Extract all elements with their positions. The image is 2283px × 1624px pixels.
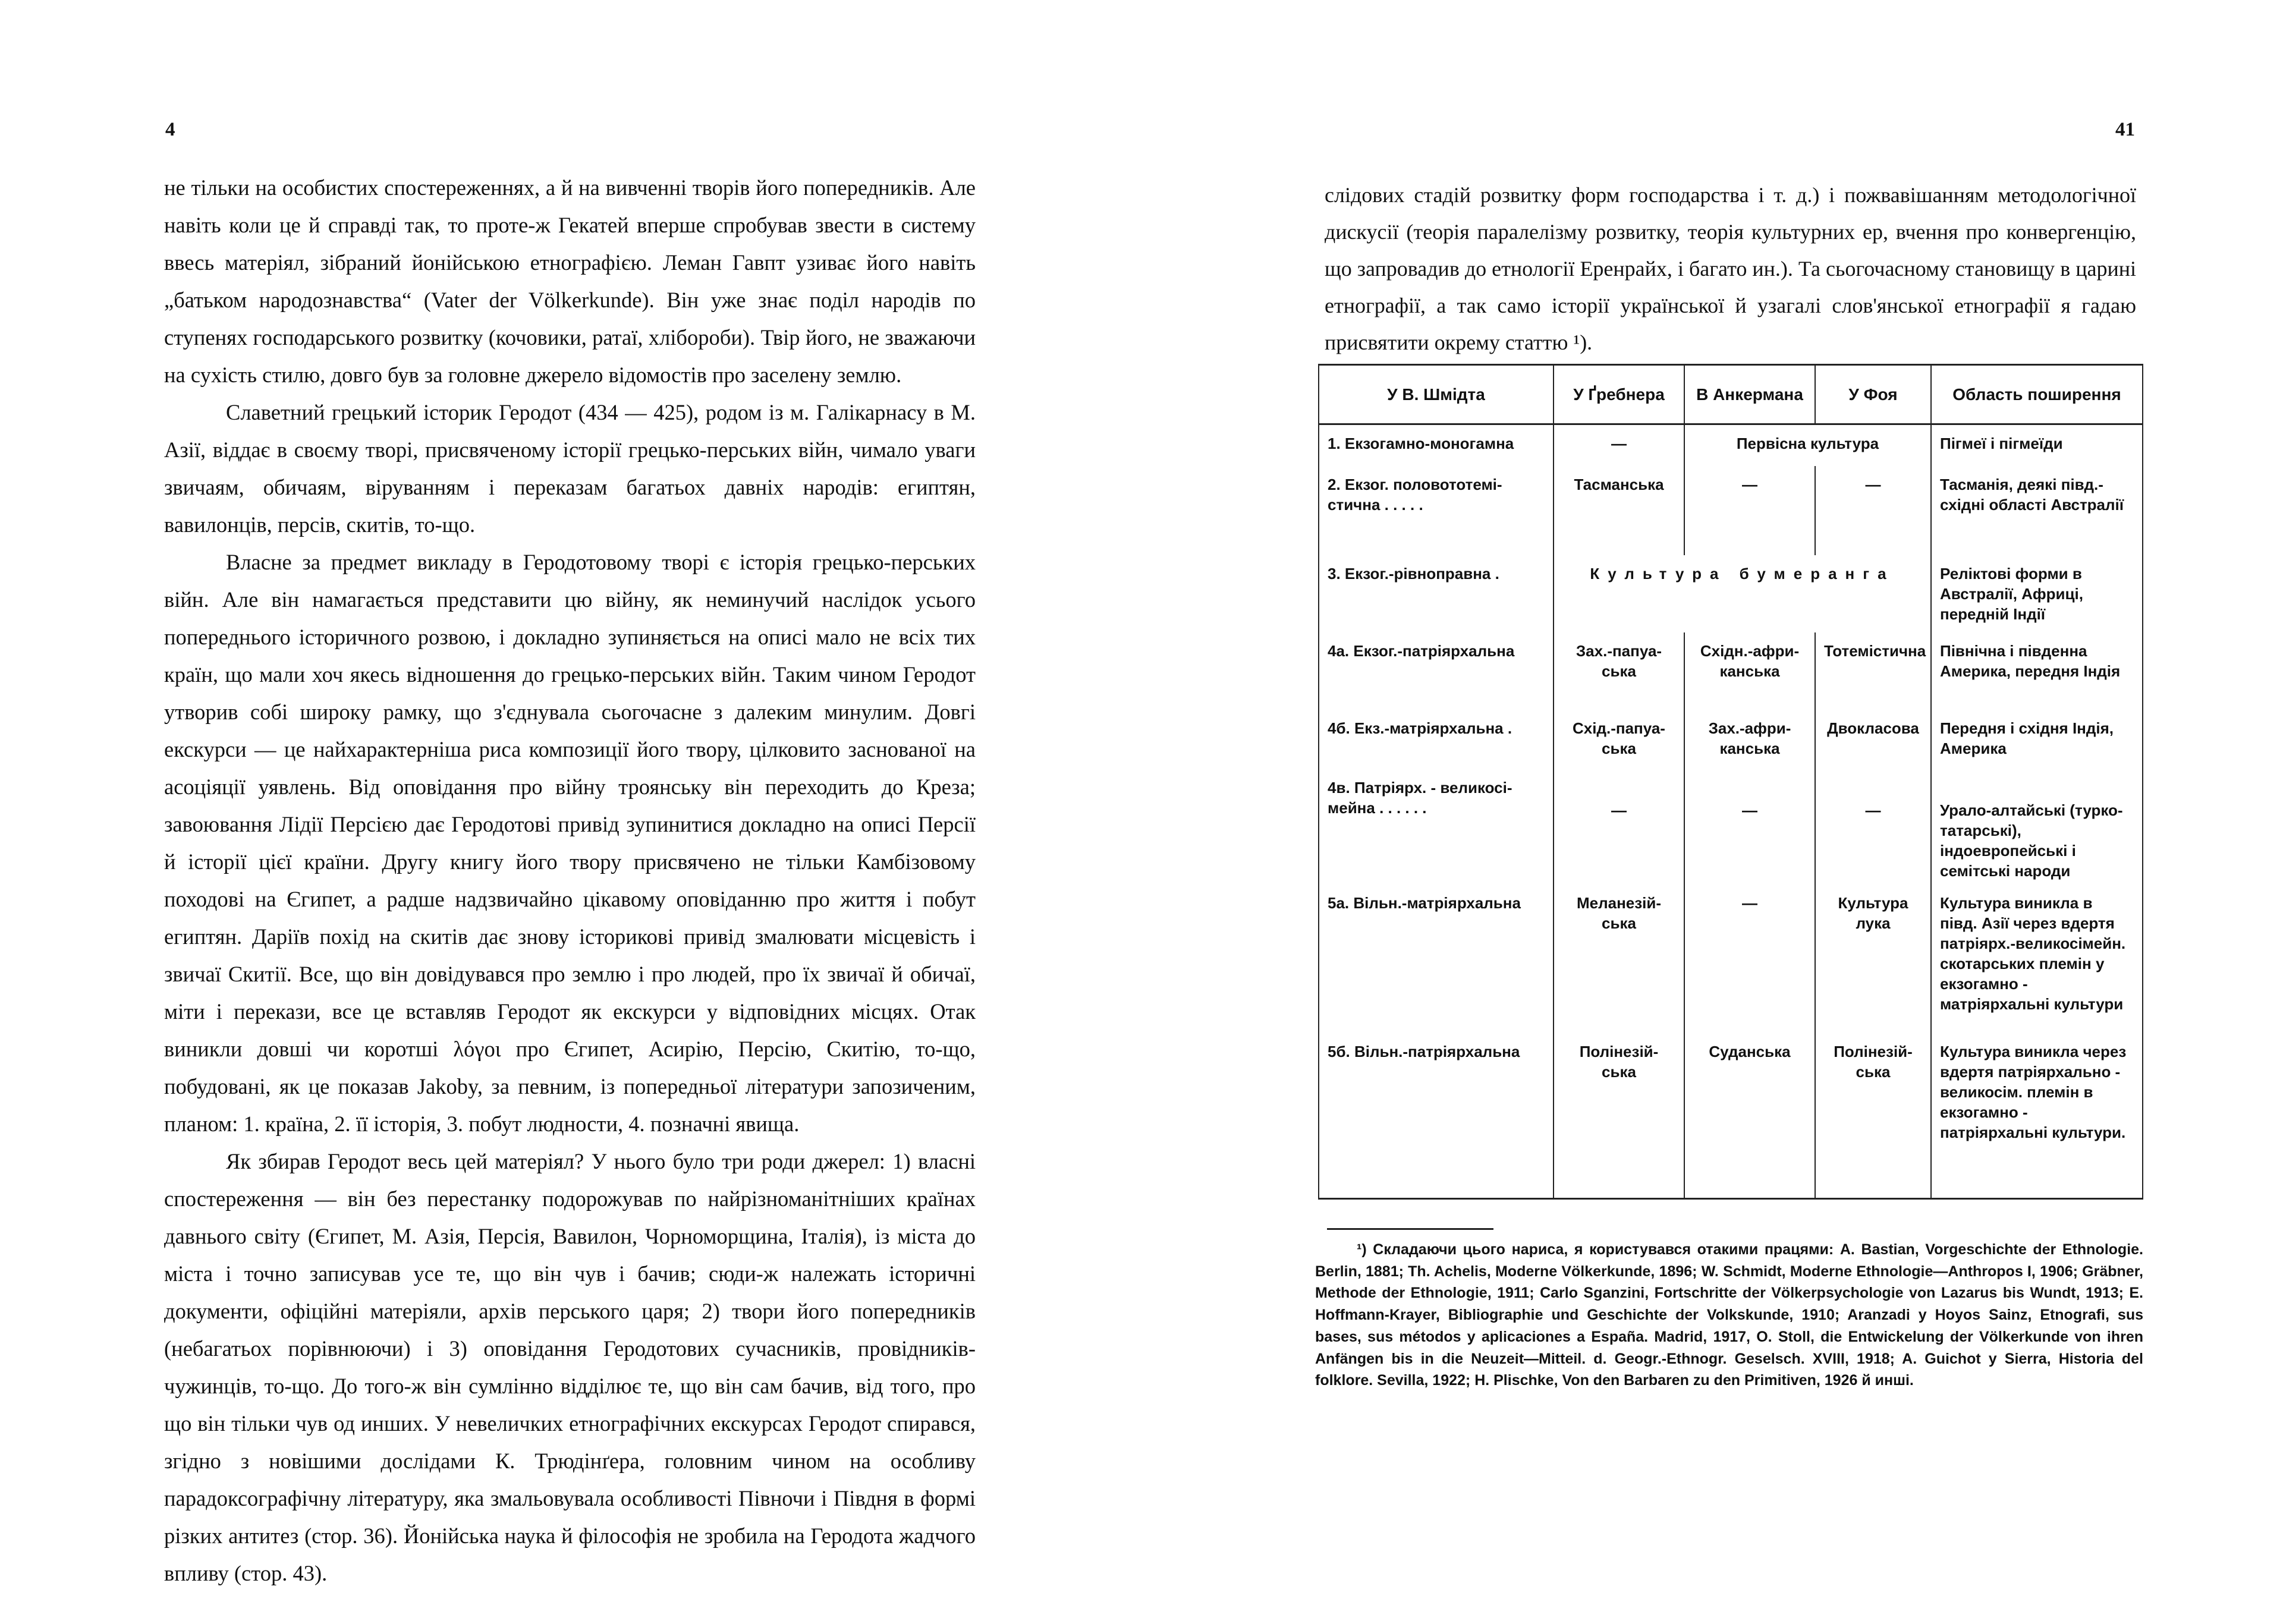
table-cell: 4а. Екзог.-патріярхальна: [1319, 632, 1554, 710]
table-cell: Суданська: [1684, 1033, 1815, 1199]
table-cell: —: [1554, 769, 1684, 885]
table-row: [1319, 1033, 2143, 1199]
table-row: [1319, 885, 2143, 1033]
table-row: [1319, 555, 2143, 632]
column-header-schmidt: У В. Шмідта: [1319, 365, 1554, 424]
table-cell: 4в. Патріярх. - великосі-мейна . . . . . .: [1319, 769, 1554, 885]
table-cell: Культура виникла через вдертя патріярхально - великосім. племін в екзогамно - патріярхальні культури.: [1931, 1033, 2143, 1199]
table-cell: 2. Екзог. половототемі-стична . . . . .: [1319, 466, 1554, 555]
table-cell: —: [1684, 769, 1815, 885]
table-cell: 5б. Вільн.-патріярхальна: [1319, 1033, 1554, 1199]
footnote-text: ¹) Складаючи цього нариса, я користувався отакими працями: A. Bastian, Vorgeschichte der Ethnologie. Berlin, 1881; Th. Achelis, Moderne Völkerkunde, 1896; W. Schmidt, Moderne Ethnologie—Anthropos I, 1906; Gräbner, Methode der Ethnologie, 1911; Carlo Sganzini, Fortschritte der Völkerpsychologie von Lazarus bis Wundt, 1913; E. Hoffmann-Krayer, Bibliographie und Geschichte der Volkskunde, 1910; Aranzadi y Hoyos Sainz, Etnografi, sus bases, sus métodos y aplicaciones a España. Madrid, 1917, O. Stoll, die Entwickelung der Völkerkunde von ihren Anfängen bis in die Neuzeit—Mitteil. d. Geogr.-Ethnogr. Geselsch. XVIII, 1918; A. Guichot y Sierra, Historia del folklore. Sevilla, 1922; H. Plischke, Von den Barbaren zu den Primitiven, 1926 й инші.: [1315, 1241, 2143, 1389]
table-cell: —: [1815, 769, 1931, 885]
paragraph: не тільки на особистих спостереженнях, а й на вивченні творів його попередників. Але навіть коли це й справді так, то проте-ж Гекатей вперше спробував звести в систему ввесь матеріял, зібраний йонійською етнографією. Леман Гавпт узиває його навіть „батьком народознавства“ (Vater der Völkerkunde). Він уже знає поділ народів по ступенях господарського розвитку (кочовики, ратаї, хлібороби). Твір його, не зважаючи на сухість стилю, довго був за головне джерело відомостів про заселену землю.: [164, 175, 976, 387]
table-cell: Урало-алтайські (турко-татарські), індоевропейські і семітські народи: [1931, 769, 2143, 885]
column-header-ankermann: В Анкермана: [1684, 365, 1815, 424]
table-cell: —: [1815, 466, 1931, 555]
right-page-intro: [1325, 177, 2136, 361]
table-cell: 3. Екзог.-рівноправна .: [1319, 555, 1554, 632]
table-cell: Полінезій-ська: [1554, 1033, 1684, 1199]
paragraph: слідових стадій розвитку форм господарства і т. д.) і пожвавішанням методологічної дискусії (теорія паралелізму розвитку, теорія культурних ер, вчення про конвергенцію, що запровадив до етнології Еренрайх, і багато ин.). Та сьогочасному становищу в царині етнографії, а так само історії української й узагалі слов'янської етнографії я гадаю присвятити окрему статтю ¹).: [1325, 183, 2136, 354]
culture-classification-table: [1318, 364, 2143, 1200]
table-cell: Тасманія, деякі півд.-східні області Австралії: [1931, 466, 2143, 555]
paragraph: Славетний грецький історик Геродот (434 — 425), родом із м. Галікарнасу в М. Азії, віддає в своєму творі, присвяченому історії грецько-перських війн, чимало уваги звичаям, обичаям, віруванням і переказам багатьох давніх народів: египтян, вавилонців, персів, скитів, то-що.: [164, 400, 976, 537]
table-cell: Культура виникла в півд. Азії через вдертя патріярх.-великосімейн. скотарських племін у екзогамно - матріярхальні культури: [1931, 885, 2143, 1033]
table-cell: Пігмеї і пігмеїди: [1931, 424, 2143, 466]
table-cell: Зах.-афри-канська: [1684, 710, 1815, 769]
table-row: [1319, 632, 2143, 710]
column-header-foy: У Фоя: [1815, 365, 1931, 424]
left-page-number: 4: [165, 119, 175, 140]
table-cell: Північна і південна Америка, передня Індія: [1931, 632, 2143, 710]
table-header-row: [1319, 365, 2143, 424]
table-cell: 1. Екзогамно-моногамна: [1319, 424, 1554, 466]
table-row: [1319, 424, 2143, 466]
table-row: [1319, 466, 2143, 555]
table-cell: Первісна культура: [1684, 424, 1931, 466]
table-cell: Тасманська: [1554, 466, 1684, 555]
table-cell: Схід.-папуа-ська: [1554, 710, 1684, 769]
right-page-number: 41: [2115, 119, 2135, 140]
footnote: [1315, 1239, 2143, 1392]
footnote-divider: [1327, 1228, 1493, 1230]
table-cell: Культура лука: [1815, 885, 1931, 1033]
table-cell: Культура бумеранга: [1554, 555, 1931, 632]
table-cell: —: [1684, 466, 1815, 555]
table-cell: —: [1684, 885, 1815, 1033]
column-header-area: Область поширення: [1931, 365, 2143, 424]
left-page-body: [164, 169, 976, 1592]
paragraph: Власне за предмет викладу в Геродотовому творі є історія грецько-перських війн. Але він намагається представити цю війну, як неминучий наслідок усього попереднього історичного розвою, і докладно зупиняється на описі мало не всіх тих країн, що мали хоч якесь відношення до грецько-перських війн. Таким чином Геродот утворив собі широку рамку, що з'єднувала сьогочасне з далеким минулим. Довгі екскурси — це найхарактерніша риса композиції його твору, цілковито заснованої на асоціяції уявлень. Від оповідання про війну троянську він переходить до Креза; завоювання Лідії Персією дає Геродотові привід зупинитися докладно на описі Персії й історії цієї країни. Другу книгу його твору присвячено не тільки Камбізовому походові на Єгипет, а радше надзвичайно цікавому оповіданню про життя і побут египтян. Даріїв похід на скитів дає знову історикові привід змалювати місцевість і звичаї Скитії. Все, що він довідувався про землю і про людей, про їх звичаї й обичаї, міти і перекази, все це вставляв Геродот як екскурси у відповідних місцях. Отак виникли довші чи коротші λόγοι про Єгипет, Асирію, Персію, Скитію, то-що, побудовані, як це показав Jakoby, за певним, із попередньої літератури запозиченим, планом: 1. країна, 2. її історія, 3. побут людности, 4. позначні явища.: [164, 550, 976, 1136]
table-cell: Двокласова: [1815, 710, 1931, 769]
table-cell: Меланезій-ська: [1554, 885, 1684, 1033]
table-cell: Східн.-афри-канська: [1684, 632, 1815, 710]
table-cell: Зах.-папуа-ська: [1554, 632, 1684, 710]
paragraph: Як збирав Геродот весь цей матеріял? У нього було три роди джерел: 1) власні спостереження — він без перестанку подорожував по найрізноманітніших країнах давнього світу (Єгипет, М. Азія, Персія, Вавилон, Чорноморщина, Італія), із міста до міста і точно записував усе те, що він чув і бачив; сюди-ж належать історичні документи, офіційні матеріяли, архів перського царя; 2) твори його попередників (небагатьох порівнюючи) і 3) оповідання Геродотових сучасників, провідників-чужинців, то-що. До того-ж він сумлінно відділює те, що він сам бачив, від того, про що він тільки чув од инших. У невеличких етнографічних екскурсах Геродот спирався, згідно з новішими дослідами К. Трюдінґера, головним чином на особливу парадоксографічну літературу, яка змальовувала особливості Півночи і Півдня в формі різких антитез (стор. 36). Йонійська наука й філософія не зробила на Геродота жадчого впливу (стор. 43).: [164, 1149, 976, 1585]
table-cell: Полінезій-ська: [1815, 1033, 1931, 1199]
table-cell: Тотемістична: [1815, 632, 1931, 710]
table-cell: 4б. Екз.-матріярхальна .: [1319, 710, 1554, 769]
table-cell: Реліктові форми в Австралії, Африці, передній Індії: [1931, 555, 2143, 632]
table-cell: Передня і східня Індія, Америка: [1931, 710, 2143, 769]
column-header-graebner: У Ґребнера: [1554, 365, 1684, 424]
table-row: [1319, 710, 2143, 769]
table-cell: 5а. Вільн.-матріярхальна: [1319, 885, 1554, 1033]
table-cell: —: [1554, 424, 1684, 466]
table-row: [1319, 769, 2143, 885]
